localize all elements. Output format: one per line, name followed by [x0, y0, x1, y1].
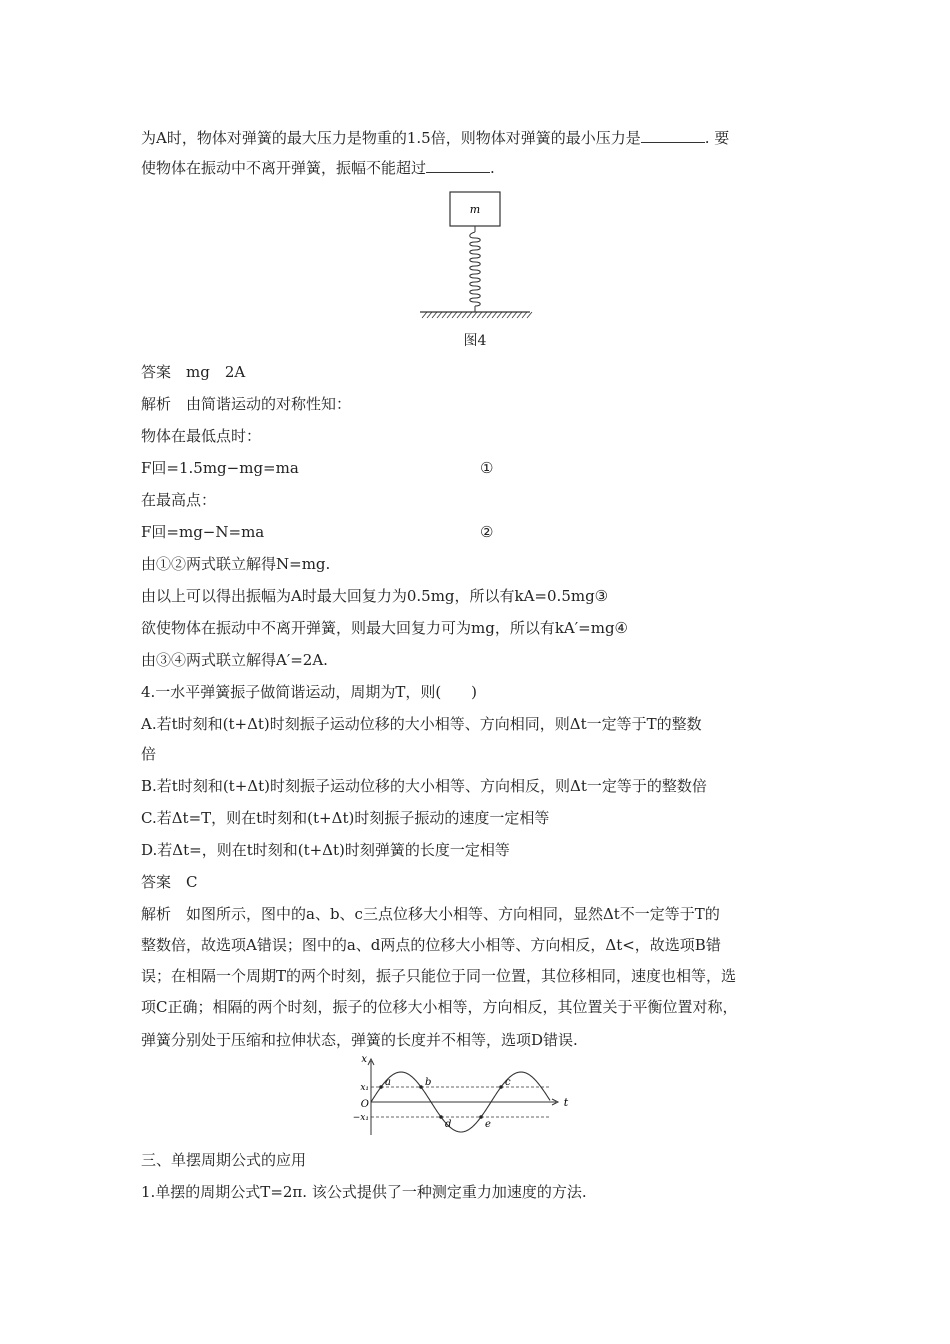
question-4-stem: 4.一水平弹簧振子做简谐运动，周期为T，则( ): [141, 683, 478, 701]
analysis-4-line: 误；在相隔一个周期T的两个时刻，振子只能位于同一位置，其位移相同，速度也相等，选: [141, 967, 737, 985]
answer-1: 答案 mg 2A: [141, 363, 246, 381]
hatch-mark: [492, 312, 497, 318]
graph-points: [379, 1077, 511, 1130]
ground-hatch: [422, 312, 532, 318]
graph-point-label: e: [485, 1119, 491, 1130]
answer-blank-1: [641, 128, 705, 143]
hatch-mark: [497, 312, 502, 318]
equation-marker-1: ①: [480, 459, 494, 477]
section-3-item-1: 1.单摆的周期公式T=2π. 该公式提供了一种测定重力加速度的方法.: [141, 1183, 587, 1201]
hatch-mark: [527, 312, 532, 318]
graph-point-c: [499, 1085, 503, 1089]
hatch-mark: [447, 312, 452, 318]
hatch-mark: [427, 312, 432, 318]
hatch-mark: [437, 312, 442, 318]
question-line-2: [141, 158, 495, 178]
graph-point-label: b: [425, 1077, 432, 1088]
text: . 要: [704, 129, 730, 147]
analysis-1-line: 物体在最低点时：: [141, 427, 262, 445]
hatch-mark: [442, 312, 447, 318]
text: 为A时，物体对弹簧的最大压力是物重的1.5倍，则物体对弹簧的最小压力是: [141, 129, 641, 147]
y-axis-label: x: [361, 1054, 367, 1065]
graph-point-label: d: [445, 1119, 452, 1130]
analysis-1-line: 由以上可以得出振幅为A时最大回复力为0.5mg，所以有kA=0.5mg③: [141, 587, 609, 605]
question-line-1: [141, 128, 729, 148]
hatch-mark: [432, 312, 437, 318]
hatch-mark: [522, 312, 527, 318]
figure-4-spring-mass: [410, 188, 540, 328]
option-a: A.若t时刻和(t+Δt)时刻振子运动位移的大小相等、方向相同，则Δt一定等于T的整数: [141, 715, 702, 733]
hatch-mark: [512, 312, 517, 318]
analysis-1-line: 解析 由简谐运动的对称性知：: [141, 395, 352, 413]
answer-blank-2: [426, 158, 490, 173]
graph-point-b: [419, 1085, 423, 1089]
analysis-4-line: 整数倍，故选项A错误；图中的a、d两点的位移大小相等、方向相反，Δt<，故选项B错: [141, 936, 721, 954]
hatch-mark: [422, 312, 427, 318]
neg-x1-label: −x₁: [352, 1113, 369, 1123]
analysis-4-line: 弹簧分别处于压缩和拉伸状态，弹簧的长度并不相等，选项D错误.: [141, 1031, 578, 1049]
graph-point-d: [439, 1115, 443, 1119]
analysis-4-line: 项C正确；相隔的两个时刻，振子的位移大小相等，方向相反，其位置关于平衡位置对称，: [141, 998, 738, 1016]
displacement-time-graph: [352, 1054, 575, 1140]
spring-coil: [470, 226, 481, 312]
t-axis-label: t: [563, 1096, 569, 1109]
hatch-mark: [467, 312, 472, 318]
hatch-mark: [452, 312, 457, 318]
analysis-4-line: 解析 如图所示，图中的a、b、c三点位移大小相等、方向相同，显然Δt不一定等于T的: [141, 905, 720, 923]
figure-4-caption: 图4: [463, 333, 487, 349]
origin-label: O: [360, 1099, 369, 1110]
equation-marker-2: ②: [480, 523, 494, 541]
hatch-mark: [462, 312, 467, 318]
text: 使物体在振动中不离开弹簧，振幅不能超过: [141, 159, 427, 177]
option-b: B.若t时刻和(t+Δt)时刻振子运动位移的大小相等、方向相反，则Δt一定等于的整数倍: [141, 777, 707, 795]
graph-point-e: [479, 1115, 483, 1119]
graph-point-label: a: [385, 1077, 391, 1088]
text: .: [490, 159, 495, 177]
hatch-mark: [502, 312, 507, 318]
option-d: D.若Δt=，则在t时刻和(t+Δt)时刻弹簧的长度一定相等: [141, 841, 510, 859]
analysis-1-line: 由③④两式联立解得A′=2A.: [141, 651, 328, 669]
x1-label: x₁: [360, 1083, 369, 1093]
hatch-mark: [472, 312, 477, 318]
hatch-mark: [477, 312, 482, 318]
hatch-mark: [487, 312, 492, 318]
hatch-mark: [457, 312, 462, 318]
equation-1: F回=1.5mg−mg=ma: [141, 459, 299, 477]
mass-label: m: [469, 203, 481, 216]
graph-point-label: c: [505, 1077, 511, 1088]
hatch-mark: [517, 312, 522, 318]
equation-2: F回=mg−N=ma: [141, 523, 265, 541]
graph-point-a: [379, 1085, 383, 1089]
analysis-1-line: 在最高点：: [141, 491, 217, 509]
option-a-cont: 倍: [141, 745, 157, 763]
hatch-mark: [482, 312, 487, 318]
option-c: C.若Δt=T，则在t时刻和(t+Δt)时刻振子振动的速度一定相等: [141, 809, 550, 827]
hatch-mark: [507, 312, 512, 318]
analysis-1-line: 由①②两式联立解得N=mg.: [141, 555, 331, 573]
answer-4: 答案 C: [141, 873, 198, 891]
analysis-1-line: 欲使物体在振动中不离开弹簧，则最大回复力可为mg，所以有kA′=mg④: [141, 619, 628, 637]
section-3-heading: 三、单摆周期公式的应用: [141, 1151, 307, 1169]
